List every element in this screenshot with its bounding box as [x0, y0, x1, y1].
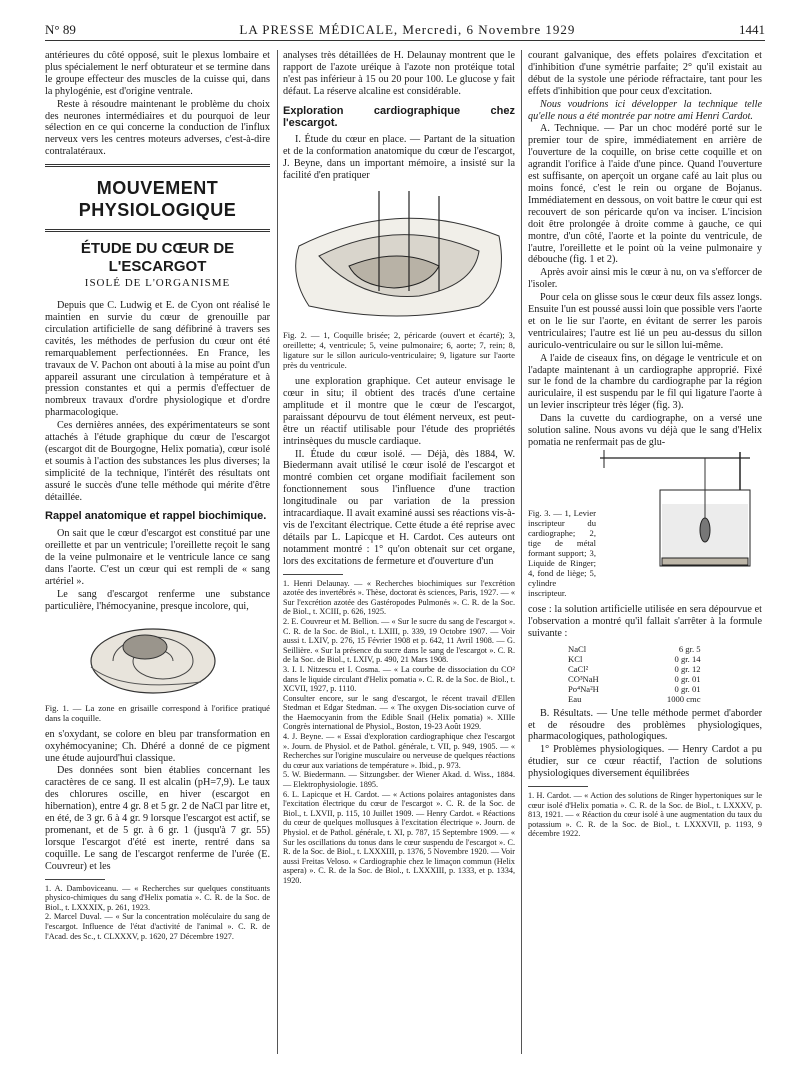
section-rule: [45, 229, 270, 232]
footnote: Consulter encore, sur le sang d'escargot, le récent travail d'Ellen Stedman et Edgar Stedman. — « The oxygen Dis-sociation curve of the Haemocyanin from the Edible Snail (Helix pomatia) ». XIIIe Congrès international de Physiol., Boston, 19-23 Août 1929.: [283, 693, 515, 732]
paragraph: Pour cela on glisse sous le cœur deux fils assez longs. Ensuite l'un est poussé aussi loin que possible vers l'aorte et on le lie sur l'aorte, en évitant de serrer les parois ventriculaires; l'autre est lié un peu au-dessus du sillon auriculo-ventriculaire ou sur le sillon lui-même.: [528, 292, 762, 351]
column-2: [283, 50, 515, 886]
paragraph: Depuis que C. Ludwig et E. de Cyon ont réalisé le maintien en survie du cœur de grenouille par circulation artificielle de sang défibriné à travers ses cavités, les méthodes de perfusion du cœur ont été remarquablement perfectionnées. En France, les travaux de V. Pachon ont abouti à la mise au point d'un appareil assurant une circulation à température et à pression constantes et qui a permis d'effectuer de nombreux travaux d'ordre physiologique et d'ordre pharmacologique.: [45, 300, 270, 419]
paragraph: Le sang d'escargot renferme une substance particulière, l'hémocyanine, presque incolore, qui,: [45, 588, 270, 612]
reagent: Eau: [568, 693, 582, 704]
paragraph: en s'oxydant, se colore en bleu par transformation en oxyhémocyanine; Ch. Dhéré a donné de ce pigment une étude aujourd'hui classique.: [45, 728, 270, 764]
quantity: 1000 cmc: [666, 693, 701, 704]
paragraph: Des données sont bien établies concernant les caractères de ce sang. Il est alcalin (pH=7,9). Le taux des chlorures oscille, en hiver (escargot en hibernation), entre 4 gr. 8 et 5 gr. 2 de NaCl par litre et, en été, de 3 gr. 6 à 4 gr. 9 lorsque l'escargot est actif, se promenant, et de 5 gr. à 6 gr. 1 (jusqu'à 7 gr. 55) lorsque l'escargot d'été est inerte, rentré dans sa coquille. Le sang de l'escargot renferme de l'urée (E. Couvreur) et les: [45, 765, 270, 872]
solution-row: [568, 684, 709, 694]
paragraph: A. Technique. — Par un choc modéré porté sur le premier tour de spire, immédiatement en arrière de l'ouverture de la coquille, on brise cette coquille et on agrandit l'orifice à l'aide d'une pince. Quand l'ouverture est suffisante, on aperçoit un organe café au lait plus ou moins foncé, c'est le rein ou organe de Bojanus. Immédiatement en dessous, on voit battre le cœur qui est recouvert de son péricarde qu'on va inciser. L'incision doit être prolongée à droite comme à gauche, ce qui montre, d'un côté, l'aorte et la pointe du ventricule, de l'autre, l'oreillette et le point où la veine pulmonaire y débouche (fig. 1 et 2).: [528, 123, 762, 266]
reagent: Po⁴Na²H: [568, 683, 599, 694]
footnote: 4. J. Beyne. — « Essai d'exploration cardiographique chez l'escargot ». Journ. de Physiol. et de Pathol. générale, t. VII, p. 949, 1905. — « Recherches sur l'origine musculaire ou nerveuse de quelques réactions du cœur aux variations de température ». Ibid., p. 973.: [283, 732, 515, 770]
footnote: 6. L. Lapicque et H. Cardot. — « Actions polaires antagonistes dans l'excitation électrique du cœur de l'escargot ». C. R. de la Soc. de Biol., t. LXVII, p. 115, 10 Juillet 1909. — Henry Cardot. « Réactions du cœur de quelques mollusques à l'excitation électrique ». Journ. de Physiol. et de Pathol. générale, t. XI, p. 787, 15 Septembre 1909. — « Sur les oscillations du tonus dans le cœur suspendu de l'escargot ». C. R. de la Soc. de Biol., t. LXXXIII, p. 1376, 5 Novembre 1920. — Voir aussi Freitas Veloso. « Cardiographie chez le limaçon commun (Helix aspera) ». C. R. de la Soc. de Biol., t. LXXXIII, p. 1333, et p. 1334, 1920.: [283, 789, 515, 885]
solution-row: [568, 644, 709, 654]
article-subtitle: ISOLÉ DE L'ORGANISME: [84, 277, 231, 290]
column-3: [528, 50, 762, 839]
solution-row: [568, 654, 709, 664]
solution-table: [568, 644, 709, 704]
article-title: ÉTUDE DU CŒUR DE L'ESCARGOT: [80, 240, 235, 276]
section-rule: [45, 164, 270, 167]
header-rule: [45, 40, 765, 41]
paragraph: une exploration graphique. Cet auteur envisage le cœur in situ; il obtient des tracés d'une certaine amplitude et il montre que le cœur de l'escargot, paraissant dépourvu de tout élément nerveux, est peut-être un réactif utilisable pour l'étude des propriétés intrinsèques du muscle cardiaque.: [283, 376, 515, 447]
reagent: KCl: [568, 653, 583, 664]
paragraph: I. Étude du cœur en place. — Partant de la situation et de la conformation anatomique du cœur de l'escargot, J. Beyne, dans un important mémoire, a insisté sur la facilité d'en pratiquer: [283, 134, 515, 182]
heart-anatomy-figure: [289, 186, 509, 326]
paragraph: Ces dernières années, des expérimentateurs se sont attachés à l'étude graphique du cœur de l'escargot (escargot dit de Bourgogne, Helix pomatia), cœur isolé et soumis à l'action des substances les plus diverses; la simplicité de la technique, l'intérêt des résultats ont assuré le succès d'une telle méthode qui mérite d'être détaillée.: [45, 420, 270, 503]
paragraph: analyses très détaillées de H. Delaunay montrent que le rapport de l'azote uréique à l'azote non protéique total n'est pas inférieur à 15 ou 20 pour 100. Le glucose y fait défaut. La réserve alcaline est considérable.: [283, 50, 515, 97]
quantity: 0 gr. 12: [674, 663, 701, 674]
footnote-rule: [528, 786, 588, 787]
footnote: 1. Henri Delaunay. — « Recherches biochimiques sur l'excrétion azotée des invertébrés ». Thèse, doctorat ès sciences, Paris, 1927. — « Sur l'excrétion azotée des Gastéropodes Pulmonés ». C. R. de la Soc. de Biol., t. XCIII, p. 626, 1925.: [283, 578, 515, 617]
figure-caption: Fig. 1. — La zone en grisaille correspond à l'orifice pratiqué dans la coquille.: [45, 702, 270, 723]
footnote: 2. E. Couvreur et M. Bellion. — « Sur le sucre du sang de l'escargot ». C. R. de la Soc. de Biol., t. LXIII, p. 339, 19 Octobre 1907. — Voir aussi t. LXIV, p. 276, 15 Février 1908 et p. 642, 11 Avril 1908. — G. Seillière. « Sur la présence du sucre dans le sang de l'escargot ». C. R. de la Soc. de Biol., t. LXIV, p. 490, 21 Mars 1908.: [283, 616, 515, 665]
quantity: 0 gr. 01: [674, 683, 701, 694]
column-divider: [277, 50, 278, 1054]
figure-3: [528, 450, 762, 604]
paragraph: antérieures du côté opposé, suit le plexus lombaire et plus spécialement le nerf obturateur et se termine dans le groupe effecteur des muscles de la cuisse qui, dans la phylogénie, est d'origine ventrale.: [45, 50, 270, 97]
footnote: 1. H. Cardot. — « Action des solutions de Ringer hypertoniques sur le cœur isolé d'Helix pomatia ». C. R. de la Soc. de Biol., t. LXXXV, p. 813, 1921. — « Réaction du cœur isolé à une augmentation du taux du potassium ». C. R. de la Soc. de Biol., t. LXXXVII, p. 1193, 9 décembre 1922.: [528, 791, 762, 839]
snail-shell-figure: [83, 617, 233, 699]
paragraph: A l'aide de ciseaux fins, on dégage le ventricule et on l'adapte maintenant à un cardiographe approprié. Fixé sur le fond de la chambre du cardiographe par la région auriculaire, il est suspendu par le fil qui ligature l'aorte à un levier inscripteur très léger (fig. 3).: [528, 352, 762, 412]
figure-caption: Fig. 2. — 1, Coquille brisée; 2, péricarde (ouvert et écarté); 3, oreillette; 4, ventricule; 5, veine pulmonaire; 6, aorte; 7, rein; 8, ligature sur le sillon auriculo-ventriculaire; 9, ligature sur l'aorte près du ventricule.: [283, 330, 515, 371]
paragraph: Nous voudrions ici développer la technique telle qu'elle nous a été montrée par notre ami Henri Cardot.: [528, 98, 762, 122]
footnote: 1. A. Damboviceanu. — « Recherches sur quelques constituants physico-chimiques du sang d'Helix pomatia ». C. R. de la Soc. de Biol., t. LXXXIX, p. 261, 1923.: [45, 883, 270, 912]
issue-number: N° 89: [45, 22, 76, 37]
cardiograph-figure: [600, 450, 760, 568]
paragraph: courant galvanique, des effets polaires d'excitation et d'inhibition d'une symétrie parfaite; 2° qu'il existait au début de la systole une période réfractaire, tant pour les effets d'inhibition que pour ceux d'excitation.: [528, 50, 762, 97]
reagent: CaCl²: [568, 663, 589, 674]
column-divider: [521, 50, 522, 1054]
subheading: Rappel anatomique et rappel biochimique.: [45, 510, 267, 523]
figure-caption: Fig. 3. — 1, Levier inscripteur du cardiographe; 2, tige de métal formant support; 3, Liquide de Ringer; 4, fond de liège; 5, cylindre inscripteur.: [528, 507, 596, 598]
footnote: 5. W. Biedermann. — Sitzungsber. der Wiener Akad. d. Wiss., 1884. — Elektrophysiologie. 1895.: [283, 770, 515, 790]
paragraph: Dans la cuvette du cardiographe, on a versé une solution saline. Nous avons vu déjà que le sang d'Helix pomatia ne renfermait pas de glu-: [528, 413, 762, 448]
quantity: 0 gr. 01: [674, 673, 701, 684]
reagent: NaCl: [568, 643, 587, 654]
footnote: 3. I. I. Nitzescu et I. Cosma. — « La courbe de dissociation du CO² dans le liquide circulant d'Helix pomatia ». C. R. de la Soc. de Biol., t. XCVII, 1927, p. 1110.: [283, 664, 515, 694]
page-number: 1441: [739, 22, 765, 37]
paragraph: Après avoir ainsi mis le cœur à nu, on va s'efforcer de l'isoler.: [528, 267, 762, 291]
quantity: 0 gr. 14: [674, 653, 701, 664]
paragraph: On sait que le cœur d'escargot est constitué par une oreillette et par un ventricule; l'oreillette reçoit le sang de la veine pulmonaire et le ventricule lance ce sang dans l'aorte. C'est un cœur qui est rempli de « sang artériel ».: [45, 528, 270, 587]
paragraph: II. Étude du cœur isolé. — Déjà, dès 1884, W. Biedermann avait utilisé le cœur isolé de l'escargot et montré combien cet organe modifiait facilement son fonctionnement sous l'influence d'une traction longitudinale ou par variation de la pression intracardiaque. Il avait examiné aussi ses réactions vis-à-vis de l'excitant électrique. Cette étude a été reprise avec détails par L. Lapicque et H. Cardot. Ces auteurs ont notamment montré : 1° qu'on obtenait sur cet organe, lors des excitations de fermeture et d'ouverture d'un: [283, 448, 515, 567]
paragraph: cose : la solution artificielle utilisée en sera dépourvue et l'observation a montré qu'il fallait s'arrêter à la formule suivante :: [528, 603, 762, 639]
footnote: 2. Marcel Duval. — « Sur la concentration moléculaire du sang de l'escargot. Influence de l'état d'activité de l'animal ». C. R. de l'Acad. des Sc., t. CLXXXV, p. 1620, 27 Décembre 1927.: [45, 912, 270, 941]
paragraph: 1° Problèmes physiologiques. — Henry Cardot a pu étudier, sur ce cœur réactif, l'action de solutions physiologiques diversement équilibrées: [528, 744, 762, 780]
footnote-rule: [283, 574, 343, 575]
reagent: CO³NaH: [568, 673, 599, 684]
solution-row: [568, 674, 709, 684]
quantity: 6 gr. 5: [678, 643, 701, 654]
journal-line: LA PRESSE MÉDICALE, Mercredi, 6 Novembre 1929: [239, 22, 576, 37]
subheading: Exploration cardiographique chez l'escargot.: [283, 104, 515, 129]
page-header: [45, 22, 765, 42]
paragraph: Reste à résoudre maintenant le problème du choix des neurones intermédiaires et du pourquoi de leur sélection en ce qui concerne la conduction de l'influx nerveux vers les centres moteurs adverses, c'est-à-dire contralatéraux.: [45, 98, 270, 158]
solution-row: [568, 694, 709, 704]
section-title: MOUVEMENT PHYSIOLOGIQUE: [78, 178, 237, 221]
column-1: [45, 50, 270, 941]
solution-row: [568, 664, 709, 674]
footnote-rule: [45, 879, 105, 880]
paragraph: B. Résultats. — Une telle méthode permet d'aborder et de résoudre des problèmes physiologiques, pharmacologiques, pathologiques.: [528, 707, 762, 743]
